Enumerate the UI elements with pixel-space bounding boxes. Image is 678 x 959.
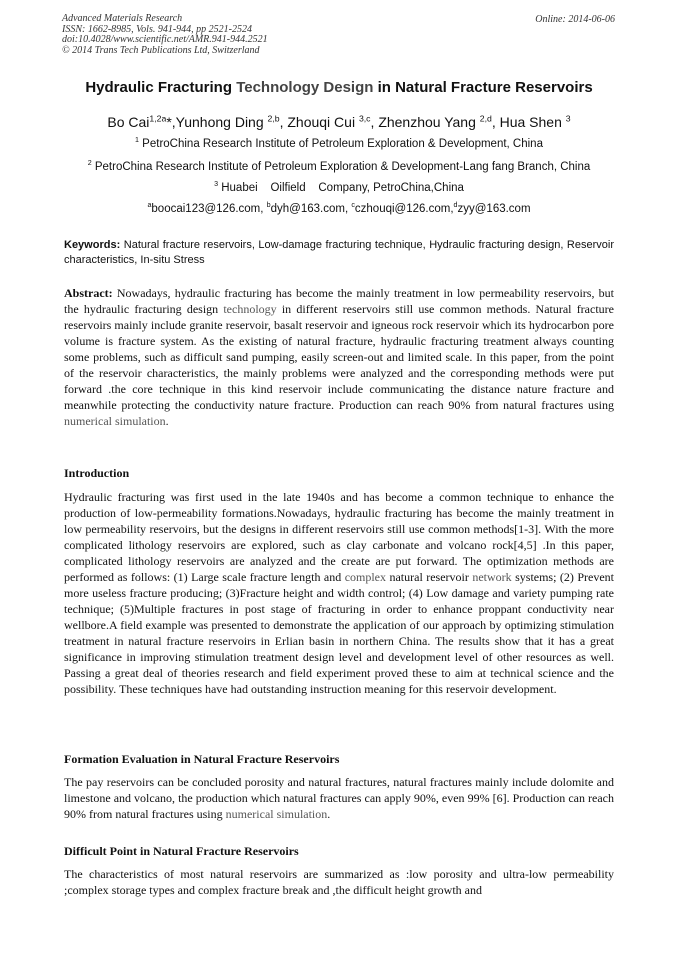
journal-header: [62, 14, 268, 56]
author-sup: 2,d: [479, 113, 492, 124]
affiliation-2: [62, 161, 616, 173]
abstract-text: in different reservoirs still use common methods. Natural fracture reservoirs mainly include granite reservoir, basalt reservoir and igneous rock reservoir which its hydrocarbon pore volume is fracture system. As the existing of natural fracture, hydraulic fracturing treatment always counting some problems, such as difficult sand pumping, easily screen-out and limited scale. In this paper, from the point of the reservoir characteristics, the mainly problems were analyzed and the corresponding methods were put forward .the core technique in this kind reservoir include communicating the distance nature fracture and meanwhile protecting the conductivity nature fracture. Production can reach 90% from natural fractures using: [64, 302, 614, 412]
keywords-label: Keywords:: [64, 239, 121, 251]
difficult-point-paragraph: [64, 866, 614, 898]
paragraph-text: Hydraulic fracturing was first used in the late 1940s and has become a common technique to enhance the production of low-permeability formations.Nowadays, hydraulic fracturing has become the mainly treatment in low permeability reservoirs, but the designs in different reservoirs still use common methods[1-3]. With the more complicated lithology reservoirs are explored, such as clay carbonate and volcano rock[4,5] .In this paper, complicated lithology reservoirs are analyzed and the create are put forward. The optimization methods are performed as follows: (1) Large scale fracture length and: [64, 490, 614, 584]
affiliation-number: 1: [135, 136, 139, 145]
email: czhouqi@126.com,: [354, 203, 454, 215]
issn-line: ISSN: 1662-8985, Vols. 941-944, pp 2521-2524: [62, 23, 252, 35]
doi-line: doi:10.4028/www.scientific.net/AMR.941-944.2521: [62, 34, 268, 45]
author-sup: 2,b: [267, 113, 280, 124]
keywords-text: Natural fracture reservoirs, Low-damage fracturing technique, Hydraulic fracturing design, Reservoir characteristics, In-situ Stress: [64, 239, 614, 266]
paragraph-text: systems; (2) Prevent more useless fracture producing; (3)Fracture height and width control; (4) Low damage and variety pumping rate technique; (5)Multiple fractures in post stage of fracturing in order to enhance proppant conductivity near wellbore.A field example was presented to demonstrate the application of our approach by optimizing stimulation treatment in natural fracture reservoirs in Erlian basin in northern China. The results show that it has a great significance in improving stimulation treatment design level and development level of other resources as well. Passing a great deal of theories research and field experiment proved these to aim at technical science and the possibility. These techniques have had outstanding instruction meaning for this reservoir development.: [64, 570, 614, 696]
affiliation-1: [62, 138, 616, 150]
author-name: Zhenzhou Yang: [378, 114, 480, 130]
affiliation-3: [62, 182, 616, 194]
section-heading-introduction: Introduction: [64, 466, 130, 480]
title-part-3: in Natural Fracture Reservoirs: [373, 79, 593, 96]
introduction-paragraph: [64, 489, 614, 697]
term-link[interactable]: network: [472, 570, 512, 584]
abstract-block: [64, 285, 614, 429]
author-list: Bo Cai$^{1,2a}$*,Yunhong Ding $^{2,b}$, Zhouqi Cui $^{3,c}$, Zhenzhou Yang $^{2,d}$, Hua Shen $^3$: [107, 113, 571, 130]
author-name: Bo Cai: [107, 114, 150, 130]
journal-name: Advanced Materials Research: [62, 13, 183, 24]
section-heading-formation-evaluation: Formation Evaluation in Natural Fracture Reservoirs: [64, 752, 340, 766]
author-sup: 1,2a: [149, 113, 167, 124]
corresponding-mark: *: [166, 114, 172, 130]
paper-title: [62, 79, 616, 96]
abstract-text: Nowadays, hydraulic fracturing has become the mainly treatment in low permeability reservoirs, but the hydraulic fracturing design: [64, 286, 614, 316]
term-link[interactable]: complex: [344, 570, 387, 584]
formation-paragraph: [64, 774, 614, 822]
affiliation-number: 3: [214, 180, 219, 189]
affiliation-text: PetroChina Research Institute of Petroleum Exploration & Development-Lang fang Branch, China: [91, 161, 591, 173]
author-name: Hua Shen: [499, 114, 566, 130]
abstract-label: Abstract:: [64, 286, 113, 300]
author-name: Yunhong Ding: [175, 114, 268, 130]
author-sup: 3,c: [358, 113, 371, 124]
keywords-block: [64, 238, 614, 268]
email: zyy@163.com: [457, 203, 531, 215]
email-sup: b: [266, 201, 271, 210]
term-link[interactable]: numerical simulation: [225, 807, 328, 821]
author-sup: 3: [565, 113, 571, 124]
section-heading-difficult-point: Difficult Point in Natural Fracture Reservoirs: [64, 844, 299, 858]
affiliation-text: Huabei Oilfield Company, PetroChina,China: [218, 182, 464, 194]
email-sup: d: [453, 201, 458, 210]
email-line: [62, 203, 616, 215]
affiliation-number: 2: [87, 159, 92, 168]
email-sup: a: [147, 201, 152, 210]
title-part-2: Technology Design: [236, 79, 374, 96]
abstract-text: .: [165, 414, 169, 428]
author-name: Zhouqi Cui: [287, 114, 359, 130]
email: boocai123@126.com,: [151, 203, 267, 215]
paragraph-text: The pay reservoirs can be concluded porosity and natural fractures, natural fractures mainly include dolomite and limestone and volcano, the production which natural fractures can apply 90%, even 99% [6]. Production can reach 90% from natural fractures using: [64, 775, 614, 821]
term-link[interactable]: technology: [223, 302, 277, 316]
email: dyh@163.com,: [270, 203, 352, 215]
term-link[interactable]: numerical simulation: [64, 414, 166, 428]
affiliation-text: PetroChina Research Institute of Petroleum Exploration & Development, China: [138, 138, 543, 150]
title-part-1: Hydraulic Fracturing: [85, 79, 237, 96]
paragraph-text: The characteristics of most natural reservoirs are summarized as :low porosity and ultra-low permeability ;complex storage types and complex fracture break and ,the difficult height growth and: [64, 867, 614, 897]
copyright-line: © 2014 Trans Tech Publications Ltd, Switzerland: [62, 44, 260, 56]
online-date: Online: 2014-06-06: [535, 14, 615, 25]
paragraph-text: .: [327, 807, 331, 821]
paragraph-text: natural reservoir: [386, 570, 473, 584]
email-sup: c: [351, 201, 355, 210]
